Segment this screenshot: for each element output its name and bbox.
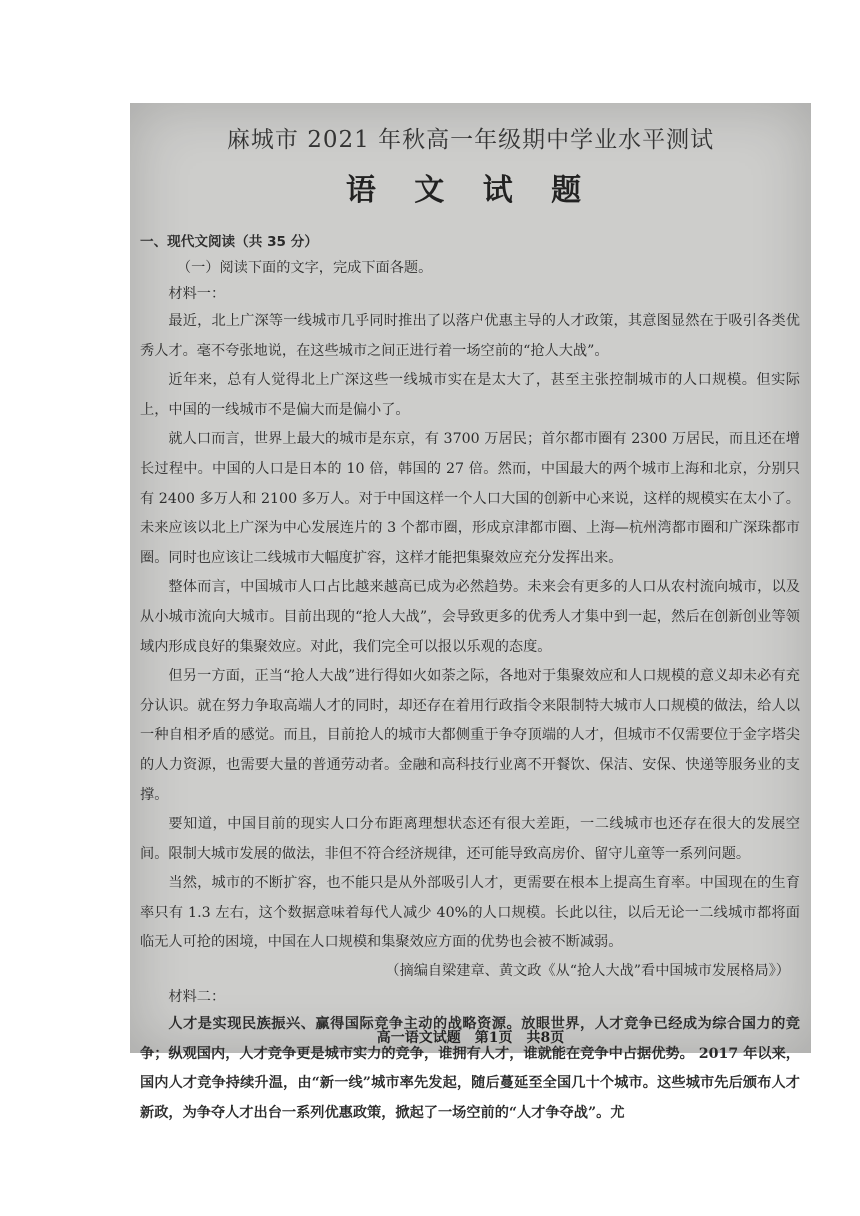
section-instruction: （一）阅读下面的文字，完成下面各题。 bbox=[176, 260, 433, 276]
material1-label: 材料一： bbox=[168, 286, 226, 302]
material1-paragraph: 但另一方面，正当“抢人大战”进行得如火如荼之际，各地对于集聚效应和人口规模的意义却未必有充分认识。就在努力争取高端人才的同时，却还存在着用行政指令来限制特大城市人口规模的做法，给人以一种自相矛盾的感觉。而且，目前抢人的城市大都侧重于争夺顶端的人才，但城市不仅需要位于金字塔尖的人力资源，也需要大量的普通劳动者。金融和高科技行业离不开餐饮、保洁、安保、快递等服务业的支撑。 bbox=[140, 668, 800, 803]
material1-paragraph: 最近，北上广深等一线城市几乎同时推出了以落户优惠主导的人才政策，其意图显然在于吸引各类优秀人才。毫不夸张地说，在这些城市之间正进行着一场空前的“抢人大战”。 bbox=[140, 313, 800, 359]
exam-body bbox=[140, 229, 800, 1128]
exam-title: 麻城市 2021 年秋高一年级期中学业水平测试 bbox=[226, 127, 715, 153]
material1-paragraph: 要知道，中国目前的现实人口分布距离理想状态还有很大差距，一二线城市也还存在很大的发展空间。限制大城市发展的做法，非但不符合经济规律，还可能导致高房价、留守儿童等一系列问题。 bbox=[140, 816, 800, 862]
material1-citation: （摘编自梁建章、黄文政《从“抢人大战”看中国城市发展格局》） bbox=[385, 963, 790, 980]
material2-paragraph: 人才是实现民族振兴、赢得国际竞争主动的战略资源。放眼世界，人才竞争已经成为综合国力的竞争；纵观国内，人才竞争更是城市实力的竞争，谁拥有人才，谁就能在竞争中占据优势。 2017 年以来，国内人才竞争持续升温，由“新一线”城市率先发起，随后蔓延至全国几十个城市。这些城市先后颁布人才新政，为争夺人才出台一系列优惠政策，掀起了一场空前的“人才争夺战”。尤 bbox=[140, 1016, 800, 1121]
subject-title: 语 文 试 题 bbox=[345, 173, 596, 208]
section-heading: 一、现代文阅读（共 35 分） bbox=[140, 234, 318, 250]
material1-paragraph: 近年来，总有人觉得北上广深这些一线城市实在是太大了，甚至主张控制城市的人口规模。但实际上，中国的一线城市不是偏大而是偏小了。 bbox=[140, 372, 800, 418]
material2-label: 材料二： bbox=[168, 989, 226, 1006]
page-footer: 高一语文试题 第1页 共8页 bbox=[376, 1030, 565, 1046]
material1-paragraph: 整体而言，中国城市人口占比越来越高已成为必然趋势。未来会有更多的人口从农村流向城市，以及从小城市流向大城市。目前出现的“抢人大战”，会导致更多的优秀人才集中到一起，然后在创新创业等领域内形成良好的集聚效应。对此，我们完全可以报以乐观的态度。 bbox=[140, 579, 800, 655]
material1-paragraph: 就人口而言，世界上最大的城市是东京，有 3700 万居民；首尔都市圈有 2300 万居民，而且还在增长过程中。中国的人口是日本的 10 倍，韩国的 27 倍。然而，中国最大的两个城市上海和北京，分别只有 2400 多万人和 2100 多万人。对于中国这样一个人口大国的创新中心来说，这样的规模实在太小了。未来应该以北上广深为中心发展连片的 3 个都市圈，形成京津都市圈、上海—杭州湾都市圈和广深珠都市圈。同时也应该让二线城市大幅度扩容，这样才能把集聚效应充分发挥出来。 bbox=[140, 431, 800, 566]
exam-page bbox=[130, 103, 811, 1121]
material1-paragraph: 当然，城市的不断扩容，也不能只是从外部吸引人才，更需要在根本上提高生育率。中国现在的生育率只有 1.3 左右，这个数据意味着每代人减少 40%的人口规模。长此以往，以后无论一二线城市都将面临无人可抢的困境，中国在人口规模和集聚效应方面的优势也会被不断减弱。 bbox=[140, 875, 800, 951]
